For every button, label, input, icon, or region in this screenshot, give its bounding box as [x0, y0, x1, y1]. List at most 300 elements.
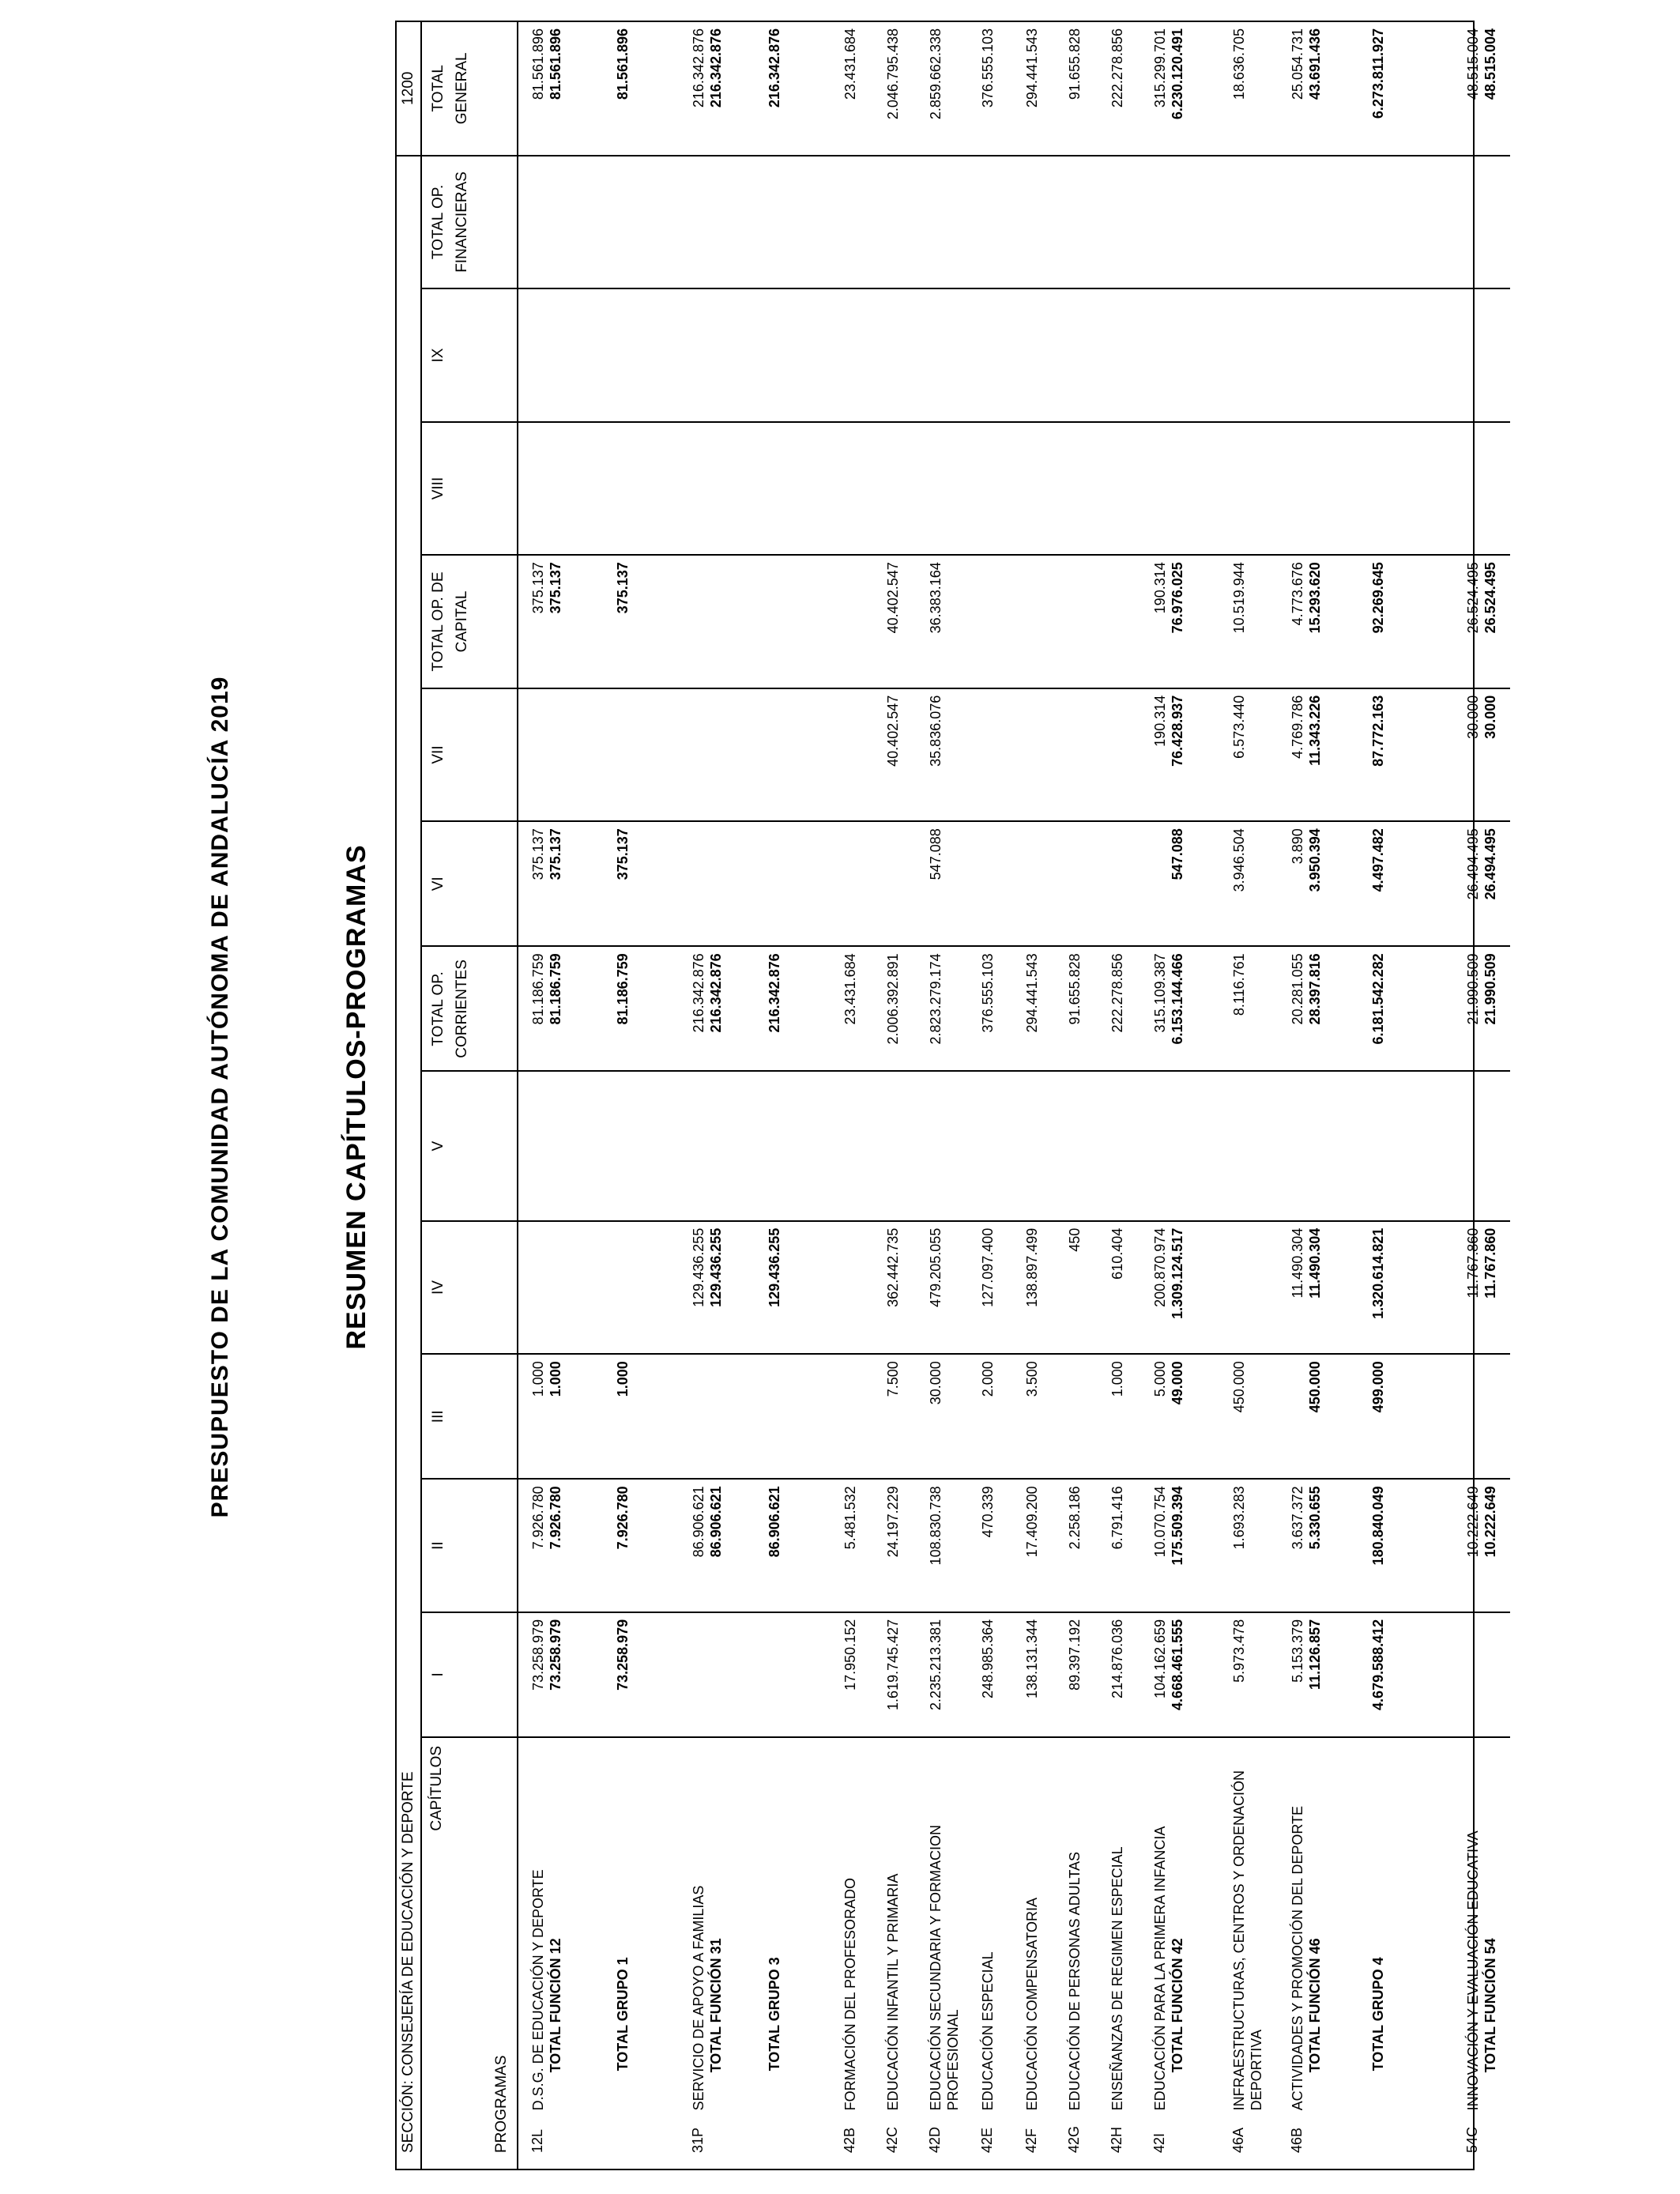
- program-name: SERVICIO DE APOYO A FAMILIAS: [691, 1885, 706, 2111]
- column-header-line1: III: [430, 1410, 446, 1423]
- program-value: 2.235.213.381: [928, 1619, 944, 1710]
- program-value: [1289, 1078, 1306, 1220]
- program-value: 1.619.745.427: [885, 1619, 901, 1710]
- program-value: [1109, 828, 1126, 945]
- value-cell: [755, 1479, 831, 1612]
- value-cell: [1140, 156, 1219, 289]
- value-cell: [518, 555, 603, 688]
- program-value: 2.823.279.174: [928, 953, 944, 1045]
- value-cell: [755, 288, 831, 422]
- value-cell: [873, 946, 916, 1071]
- function-total-value: [707, 1619, 725, 1736]
- value-cell: [1098, 688, 1140, 822]
- program-value: [1289, 429, 1306, 555]
- program-value: 362.442.735: [885, 1227, 901, 1307]
- value-cell: [1140, 1221, 1219, 1355]
- group-total-value: [766, 296, 783, 421]
- table-row: [603, 22, 679, 2169]
- program-name: FORMACIÓN DEL PROFESORADO: [842, 1878, 858, 2111]
- program-value: [842, 296, 859, 421]
- column-header: [421, 688, 518, 822]
- program-code: 31P: [690, 2127, 706, 2153]
- value-cell: [1219, 22, 1278, 156]
- program-value: [529, 696, 547, 821]
- value-cell: [873, 821, 916, 946]
- function-total-value: [547, 296, 564, 421]
- function-total-value: 76.976.025: [1170, 562, 1185, 634]
- column-header: [421, 156, 518, 289]
- program-value: [1230, 429, 1248, 555]
- value-cell: [603, 288, 679, 422]
- function-total-value: 7.926.780: [548, 1486, 563, 1550]
- program-value: [690, 828, 707, 945]
- value-cell: [1278, 1612, 1358, 1737]
- value-cell: [1098, 1221, 1140, 1355]
- value-cell: [603, 555, 679, 688]
- program-value: 89.397.192: [1067, 1619, 1083, 1691]
- value-cell: [679, 946, 755, 1071]
- function-total-value: [1482, 1361, 1499, 1478]
- function-total-value: [707, 828, 725, 945]
- column-header: [421, 288, 518, 422]
- program-value: 5.000: [1152, 1361, 1168, 1397]
- value-cell: [1219, 555, 1278, 688]
- program-value: [842, 1361, 859, 1478]
- value-cell: [1278, 821, 1358, 946]
- value-cell: [1055, 422, 1098, 556]
- program-value: 547.088: [928, 828, 944, 880]
- value-cell: [755, 156, 831, 289]
- function-total-value: [1169, 163, 1186, 288]
- program-value: [1023, 296, 1041, 421]
- program-value: 479.205.055: [928, 1227, 944, 1307]
- value-cell: [1012, 1221, 1055, 1355]
- program-value: 24.197.229: [885, 1486, 901, 1558]
- value-cell: [1012, 688, 1055, 822]
- program-value: [1151, 296, 1169, 421]
- program-name: EDUCACIÓN SECUNDARIA Y FORMACION PROFESIONAL: [928, 1825, 961, 2111]
- column-header-line1: IX: [430, 348, 446, 363]
- value-cell: [1055, 156, 1098, 289]
- value-cell: [873, 1221, 916, 1355]
- column-header-line1: TOTAL OP.: [430, 971, 446, 1046]
- value-cell: [1453, 1612, 1510, 1737]
- program-code: 42C: [884, 2126, 900, 2153]
- program-value: 21.990.509: [1465, 953, 1481, 1025]
- value-cell: [1219, 422, 1278, 556]
- table-row: [968, 22, 1012, 2169]
- program-value: [529, 296, 547, 421]
- value-cell: [1012, 821, 1055, 946]
- program-value: [690, 1361, 707, 1478]
- column-header-line1: VII: [430, 745, 446, 764]
- program-value: [529, 1078, 547, 1220]
- program-value: 222.278.856: [1109, 953, 1125, 1033]
- program-value: [979, 1078, 996, 1220]
- value-cell: [1358, 422, 1453, 556]
- value-cell: [873, 1354, 916, 1479]
- group-total-value: [1369, 1078, 1387, 1220]
- program-value: 25.054.731: [1290, 28, 1305, 100]
- function-total-value: 375.137: [548, 828, 563, 880]
- column-header-line1: TOTAL: [430, 65, 446, 112]
- value-cell: [1453, 156, 1510, 289]
- value-cell: [1358, 946, 1453, 1071]
- value-cell: [1278, 422, 1358, 556]
- value-cell: [873, 156, 916, 289]
- program-value: 35.836.076: [928, 695, 944, 767]
- program-value: [690, 163, 707, 288]
- value-cell: [603, 688, 679, 822]
- value-cell: [1140, 1354, 1219, 1479]
- program-value: 376.555.103: [980, 28, 996, 108]
- table-row: [1219, 22, 1278, 2169]
- function-total-value: [1482, 163, 1499, 288]
- table-row: [873, 22, 916, 2169]
- value-cell: [1278, 946, 1358, 1071]
- program-value: 4.769.786: [1290, 695, 1305, 759]
- program-code: 46A: [1230, 2127, 1246, 2153]
- value-cell: [1358, 1479, 1453, 1612]
- value-cell: [1358, 555, 1453, 688]
- program-name-cell: [1219, 1737, 1278, 2115]
- program-value: [1109, 1078, 1126, 1220]
- function-total-label: TOTAL FUNCIÓN 31: [708, 1938, 724, 2073]
- program-value: [1023, 562, 1041, 688]
- program-code: 42I: [1151, 2132, 1167, 2153]
- group-total-value: [1369, 429, 1387, 555]
- group-total-value: [766, 1078, 783, 1220]
- program-name-cell: [916, 1737, 968, 2115]
- value-cell: [916, 688, 968, 822]
- program-value: 3.500: [1024, 1361, 1040, 1397]
- value-cell: [916, 22, 968, 156]
- table-row: [1098, 22, 1140, 2169]
- value-cell: [1140, 946, 1219, 1071]
- program-value: 10.222.649: [1465, 1486, 1481, 1558]
- program-code: 42B: [842, 2127, 857, 2153]
- program-name-cell: [831, 1737, 873, 2115]
- value-cell: [1012, 1071, 1055, 1220]
- function-total-value: 73.258.979: [548, 1619, 563, 1691]
- document-title: PRESUPUESTO DE LA COMUNIDAD AUTÓNOMA DE ANDALUCÍA 2019: [207, 676, 233, 1518]
- program-value: 40.402.547: [885, 562, 901, 634]
- function-total-value: 1.000: [548, 1361, 563, 1397]
- program-value: 26.524.495: [1465, 562, 1481, 634]
- value-cell: [1055, 821, 1098, 946]
- program-value: [529, 163, 547, 288]
- column-header: [421, 22, 518, 156]
- program-value: [690, 429, 707, 555]
- column-header-line1: TOTAL OP. DE: [430, 571, 446, 672]
- program-name-cell: [518, 1737, 603, 2115]
- program-value: [884, 429, 902, 555]
- function-total-value: 3.950.394: [1307, 828, 1323, 892]
- function-total-value: 216.342.876: [708, 28, 724, 108]
- group-total-value: [766, 1361, 783, 1478]
- value-cell: [1012, 1479, 1055, 1612]
- program-name-cell: [1278, 1737, 1358, 2115]
- program-value: [979, 163, 996, 288]
- value-cell: [1219, 821, 1278, 946]
- program-value: 81.186.759: [530, 953, 546, 1025]
- program-value: 91.655.828: [1067, 28, 1083, 100]
- group-total-value: 81.561.896: [615, 28, 631, 100]
- program-value: 26.494.495: [1465, 828, 1481, 900]
- value-cell: [873, 422, 916, 556]
- value-cell: [1055, 1071, 1098, 1220]
- value-cell: [1453, 1479, 1510, 1612]
- value-cell: [1278, 1221, 1358, 1355]
- value-cell: [1358, 821, 1453, 946]
- program-value: [1109, 562, 1126, 688]
- value-cell: [1358, 688, 1453, 822]
- value-cell: [679, 821, 755, 946]
- value-cell: [518, 1354, 603, 1479]
- program-value: 216.342.876: [691, 953, 706, 1033]
- group-total-value: 1.000: [615, 1361, 631, 1397]
- value-cell: [603, 1071, 679, 1220]
- column-header: [421, 422, 518, 556]
- program-value: [1151, 828, 1169, 945]
- program-value: 73.258.979: [530, 1619, 546, 1691]
- group-total-value: 4.497.482: [1370, 828, 1386, 892]
- value-cell: [1055, 946, 1098, 1071]
- value-cell: [755, 1221, 831, 1355]
- value-cell: [1012, 422, 1055, 556]
- program-value: 8.116.761: [1231, 953, 1247, 1016]
- value-cell: [1012, 1354, 1055, 1479]
- function-total-value: 81.186.759: [548, 953, 563, 1025]
- program-value: 222.278.856: [1109, 28, 1125, 108]
- value-cell: [755, 1071, 831, 1220]
- program-code: 42F: [1023, 2128, 1039, 2153]
- value-cell: [1278, 555, 1358, 688]
- value-cell: [1453, 555, 1510, 688]
- function-total-value: [547, 429, 564, 555]
- value-cell: [603, 22, 679, 156]
- program-code: 42H: [1109, 2126, 1124, 2153]
- function-total-value: 28.397.816: [1307, 953, 1323, 1025]
- value-cell: [1453, 288, 1510, 422]
- column-header-line1: TOTAL OP.: [430, 184, 446, 260]
- group-total-value: [614, 1078, 631, 1220]
- program-value: [1289, 1361, 1306, 1478]
- table-row: [1012, 22, 1055, 2169]
- group-total-value: [1369, 163, 1387, 288]
- program-name: EDUCACIÓN INFANTIL Y PRIMARIA: [885, 1873, 901, 2111]
- program-name: INFRAESTRUCTURAS, CENTROS Y ORDENACIÓN DEPORTIVA: [1231, 1770, 1264, 2111]
- value-cell: [1140, 821, 1219, 946]
- function-total-value: [547, 163, 564, 288]
- value-cell: [831, 22, 873, 156]
- group-total-value: 81.186.759: [615, 953, 631, 1025]
- program-name-cell: [1055, 1737, 1098, 2115]
- program-value: [1066, 562, 1083, 688]
- value-cell: [518, 688, 603, 822]
- program-value: 129.436.255: [691, 1227, 706, 1307]
- value-cell: [1219, 1221, 1278, 1355]
- program-value: [979, 296, 996, 421]
- value-cell: [1012, 156, 1055, 289]
- value-cell: [831, 1221, 873, 1355]
- table-row: [1140, 22, 1219, 2169]
- value-cell: [755, 946, 831, 1071]
- program-value: [1151, 429, 1169, 555]
- value-cell: [755, 555, 831, 688]
- value-cell: [1219, 1612, 1278, 1737]
- group-total-value: 499.000: [1370, 1361, 1386, 1413]
- value-cell: [1012, 22, 1055, 156]
- value-cell: [1278, 1354, 1358, 1479]
- program-value: 2.000: [980, 1361, 996, 1397]
- program-code: 42D: [927, 2126, 943, 2153]
- program-value: 7.500: [885, 1361, 901, 1397]
- program-value: [1464, 429, 1482, 555]
- header-programas-cell: [421, 1737, 518, 2169]
- program-name: D.S.G. DE EDUCACIÓN Y DEPORTE: [530, 1869, 546, 2111]
- value-cell: [1453, 1071, 1510, 1220]
- value-cell: [1098, 156, 1140, 289]
- value-cell: [916, 422, 968, 556]
- group-total-value: 6.273.811.927: [1370, 28, 1386, 119]
- table-row: [1278, 22, 1358, 2169]
- program-value: 127.097.400: [980, 1227, 996, 1307]
- group-total-value: 6.181.542.282: [1370, 953, 1386, 1045]
- program-value: 30.000: [1465, 695, 1481, 739]
- group-total-value: 375.137: [615, 828, 631, 880]
- program-value: [842, 828, 859, 945]
- program-value: [1066, 429, 1083, 555]
- program-value: 138.897.499: [1024, 1227, 1040, 1307]
- group-total-label: TOTAL GRUPO 3: [767, 1957, 782, 2071]
- value-cell: [603, 156, 679, 289]
- value-cell: [968, 288, 1012, 422]
- value-cell: [831, 688, 873, 822]
- program-value: [1066, 163, 1083, 288]
- program-value: 48.515.004: [1465, 28, 1481, 100]
- program-value: 104.162.659: [1152, 1619, 1168, 1698]
- group-total-value: 375.137: [615, 562, 631, 614]
- value-cell: [1358, 1071, 1453, 1220]
- value-cell: [679, 688, 755, 822]
- value-cell: [916, 1354, 968, 1479]
- program-value: 20.281.055: [1290, 953, 1305, 1025]
- value-cell: [1055, 555, 1098, 688]
- value-cell: [1055, 288, 1098, 422]
- group-total-value: 129.436.255: [767, 1227, 782, 1307]
- value-cell: [603, 1612, 679, 1737]
- value-cell: [831, 288, 873, 422]
- function-total-value: [1306, 163, 1324, 288]
- function-total-value: 1.309.124.517: [1170, 1227, 1185, 1319]
- group-total-value: [614, 163, 631, 288]
- program-value: 23.431.684: [842, 28, 858, 100]
- program-value: [690, 296, 707, 421]
- value-cell: [831, 555, 873, 688]
- function-total-value: 175.509.394: [1170, 1486, 1185, 1566]
- value-cell: [603, 946, 679, 1071]
- section-code: 1200: [397, 22, 421, 156]
- value-cell: [968, 1479, 1012, 1612]
- value-cell: [755, 22, 831, 156]
- value-cell: [1219, 1479, 1278, 1612]
- program-value: [884, 163, 902, 288]
- group-total-value: 4.679.588.412: [1370, 1619, 1386, 1710]
- program-value: 7.926.780: [530, 1486, 546, 1550]
- function-total-value: [1482, 1078, 1499, 1220]
- value-cell: [1055, 688, 1098, 822]
- value-cell: [679, 156, 755, 289]
- value-cell: [755, 688, 831, 822]
- group-total-value: [766, 429, 783, 555]
- program-name-cell: [1358, 1737, 1453, 2115]
- program-value: 17.950.152: [842, 1619, 858, 1691]
- program-value: 11.490.304: [1290, 1227, 1305, 1299]
- program-value: 214.876.036: [1109, 1619, 1125, 1698]
- program-value: [1109, 696, 1126, 821]
- program-value: 1.000: [530, 1361, 546, 1397]
- program-value: 315.299.701: [1152, 28, 1168, 108]
- function-total-value: 10.222.649: [1482, 1486, 1498, 1558]
- group-total-value: 86.906.621: [767, 1486, 782, 1558]
- program-value: 450: [1067, 1227, 1083, 1252]
- program-value: 1.000: [1109, 1361, 1125, 1397]
- program-value: 375.137: [530, 562, 546, 614]
- function-total-value: [547, 696, 564, 821]
- group-total-value: 73.258.979: [615, 1619, 631, 1691]
- value-cell: [1278, 688, 1358, 822]
- value-cell: [679, 22, 755, 156]
- program-value: [529, 429, 547, 555]
- program-value: 11.767.860: [1465, 1227, 1481, 1299]
- column-header-line2: CORRIENTES: [454, 959, 470, 1058]
- budget-table: [395, 21, 1498, 2170]
- value-cell: [1358, 1612, 1453, 1737]
- program-value: 40.402.547: [885, 695, 901, 767]
- value-cell: [755, 821, 831, 946]
- value-cell: [831, 821, 873, 946]
- program-value: 315.109.387: [1152, 953, 1168, 1033]
- program-value: [1023, 1078, 1041, 1220]
- program-code: 42G: [1066, 2125, 1082, 2153]
- function-total-value: [707, 1078, 725, 1220]
- value-cell: [1358, 1221, 1453, 1355]
- table-row: [1055, 22, 1098, 2169]
- value-cell: [1358, 22, 1453, 156]
- value-cell: [518, 946, 603, 1071]
- value-cell: [1055, 22, 1098, 156]
- value-cell: [1219, 1354, 1278, 1479]
- value-cell: [1140, 688, 1219, 822]
- function-total-value: 30.000: [1482, 695, 1498, 739]
- value-cell: [518, 821, 603, 946]
- function-total-value: [707, 296, 725, 421]
- column-header: [421, 1479, 518, 1612]
- program-value: [1464, 163, 1482, 288]
- program-name: ACTIVIDADES Y PROMOCIÓN DEL DEPORTE: [1290, 1805, 1305, 2111]
- function-total-value: [707, 696, 725, 821]
- program-value: 18.636.705: [1231, 28, 1247, 100]
- value-cell: [831, 1612, 873, 1737]
- column-header-line1: VIII: [430, 477, 446, 500]
- column-header: [421, 1612, 518, 1737]
- program-value: [1066, 1078, 1083, 1220]
- program-value: [842, 1228, 859, 1354]
- value-cell: [968, 1071, 1012, 1220]
- program-value: [690, 696, 707, 821]
- value-cell: [968, 1612, 1012, 1737]
